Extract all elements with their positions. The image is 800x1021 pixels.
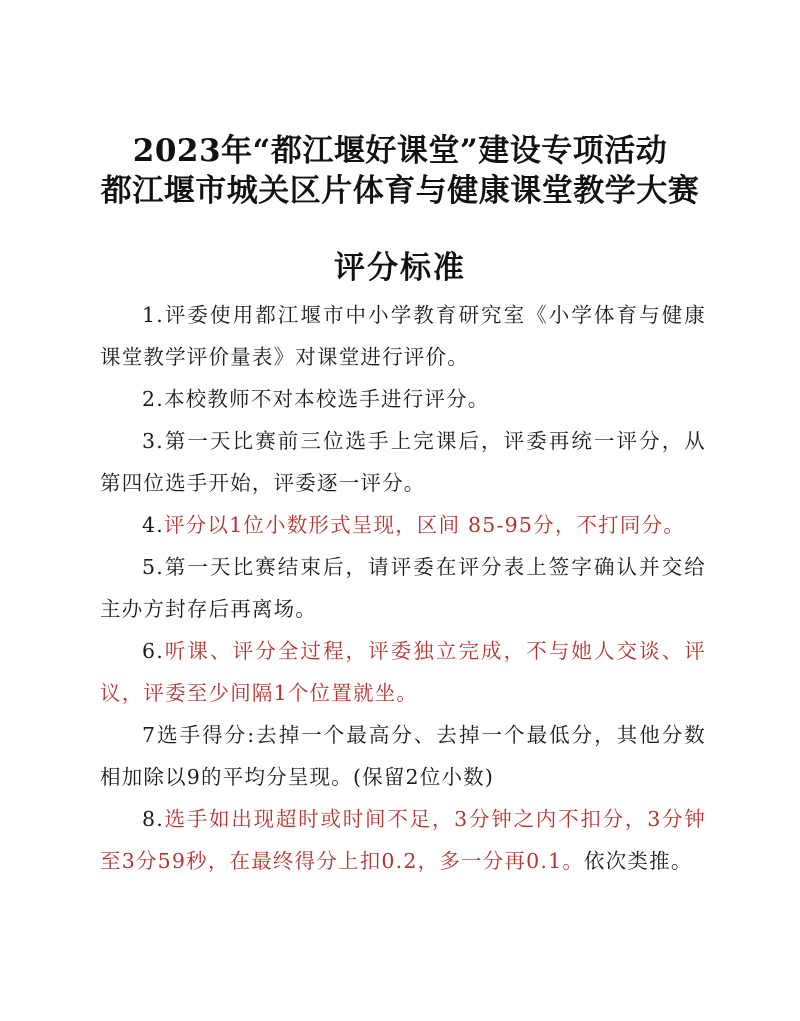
rule-text: 第一天比赛前三位选手上完课后，评委再统一评分，从第四位选手开始，评委逐一评分。: [100, 429, 706, 495]
rule-number: 1.: [142, 303, 164, 327]
rule-text: 评委使用都江堰市中小学教育研究室《小学体育与健康课堂教学评价量表》对课堂进行评价。: [100, 303, 706, 369]
rule-text: 本校教师不对本校选手进行评分。: [163, 387, 490, 411]
rule-item-7: [100, 714, 706, 798]
rule-item-1: [100, 294, 706, 378]
rule-item-8: [100, 798, 706, 882]
section-heading: 评分标准: [334, 250, 466, 286]
rule-text-highlighted: 评分以1位小数形式呈现，区间 85-95分，不打同分。: [163, 513, 686, 537]
rule-number: 3.: [142, 429, 164, 453]
rule-text-highlighted: 听课、评分全过程，评委独立完成，不与她人交谈、评议，评委至少间隔1个位置就坐。: [100, 639, 706, 705]
rule-number: 7: [142, 723, 157, 747]
document-title-line-2: 都江堰市城关区片体育与健康课堂教学大赛: [100, 173, 700, 209]
rule-number: 8.: [142, 807, 164, 831]
rule-text-tail: 依次类推。: [584, 849, 693, 873]
rule-text: 第一天比赛结束后，请评委在评分表上签字确认并交给主办方封存后再离场。: [100, 555, 706, 621]
rule-item-5: [100, 546, 706, 630]
rule-text: 选手得分:去掉一个最高分、去掉一个最低分，其他分数相加除以9的平均分呈现。(保留2位小数): [100, 723, 706, 789]
rule-number: 4.: [142, 513, 164, 537]
rule-number: 5.: [142, 555, 164, 579]
rule-item-3: [100, 420, 706, 504]
rules-list: [100, 294, 706, 882]
rule-number: 6.: [142, 639, 164, 663]
document-title-line-1: 2023年“都江堰好课堂”建设专项活动: [132, 133, 668, 169]
rule-number: 2.: [142, 387, 164, 411]
rule-item-4: [100, 504, 706, 546]
rule-text-highlighted: 选手如出现超时或时间不足，3分钟之内不扣分，3分钟至3分59秒，在最终得分上扣0.2，多一分再0.1。: [100, 807, 706, 873]
rule-item-2: [100, 378, 706, 420]
rule-item-6: [100, 630, 706, 714]
